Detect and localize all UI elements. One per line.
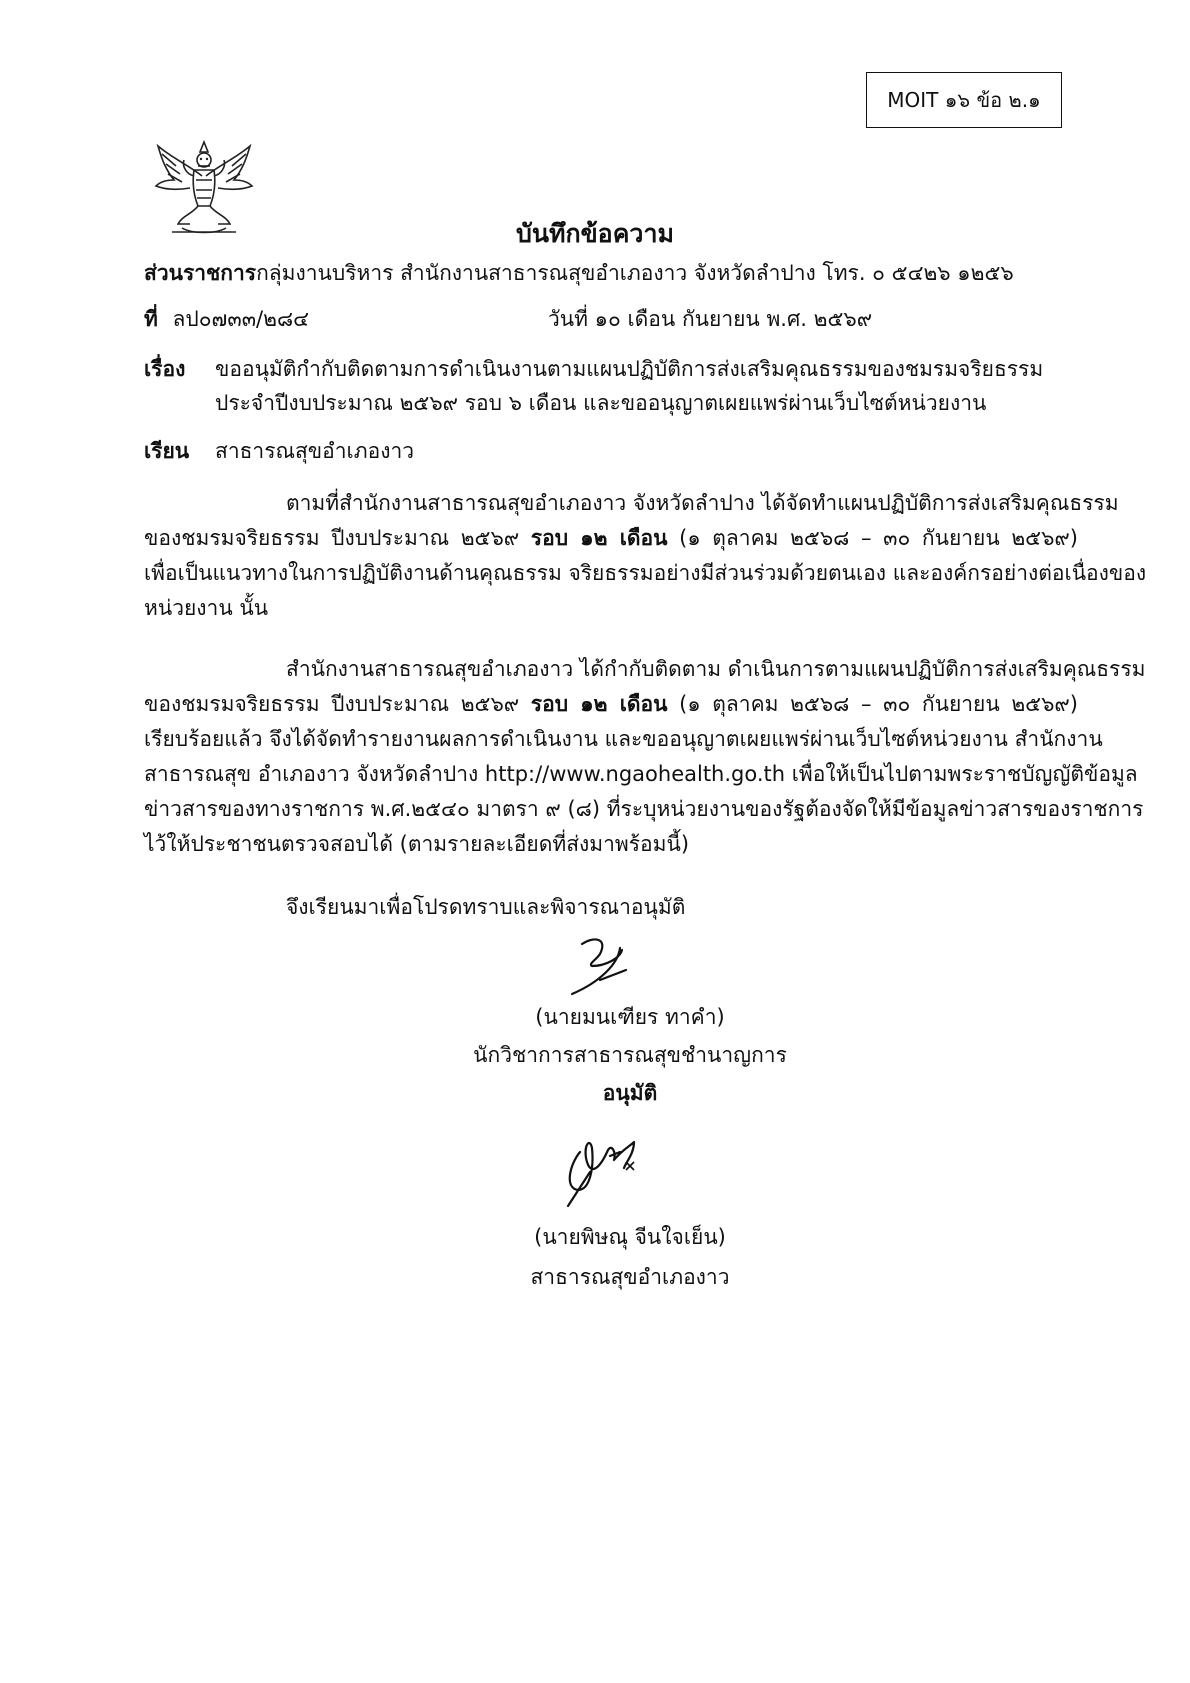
reference-label: ที่ xyxy=(144,307,158,331)
signer-2-name: (นายพิษณุ จีนใจเย็น) xyxy=(534,1225,726,1249)
approval-label: อนุมัติ xyxy=(602,1081,658,1105)
form-code-box xyxy=(866,72,1062,128)
paragraph-2-line-6: ไว้ให้ประชาชนตรวจสอบได้ (ตามรายละเอียดที่ส่งมาพร้อมนี้) xyxy=(144,832,690,856)
paragraph-1 xyxy=(144,486,1147,626)
agency-value: กลุ่มงานบริหาร สำนักงานสาธารณสุขอำเภองาว จังหวัดลำปาง โทร. ๐ ๕๔๒๖ ๑๒๕๖ xyxy=(256,261,1014,285)
subject-label: เรื่อง xyxy=(144,357,186,381)
agency-label: ส่วนราชการ xyxy=(144,261,257,285)
emphasis-period: รอบ ๑๒ เดือน xyxy=(530,526,668,550)
to-label: เรียน xyxy=(144,439,190,463)
signer-1-name: (นายมนเฑียร ทาคำ) xyxy=(535,1005,725,1029)
paragraph-2-line-1: สำนักงานสาธารณสุขอำเภองาว ได้กำกับติดตาม ดำเนินการตามแผนปฏิบัติการส่งเสริมคุณธรรม xyxy=(286,657,1146,681)
text-run: ของชมรมจริยธรรม ปีงบประมาณ ๒๕๖๙ xyxy=(144,526,531,550)
text-run: (๑ ตุลาคม ๒๕๖๘ – ๓๐ กันยายน ๒๕๖๙) xyxy=(667,526,1078,550)
agency-line xyxy=(144,256,1014,290)
paragraph-2-line-4: สาธารณสุข อำเภองาว จังหวัดลำปาง http://www.ngaohealth.go.th เพื่อให้เป็นไปตามพระราชบัญญัติข้อมูล xyxy=(144,762,1138,786)
text-run: (๑ ตุลาคม ๒๕๖๘ – ๓๐ กันยายน ๒๕๖๙) xyxy=(667,692,1078,716)
reference-line xyxy=(144,302,309,336)
memo-date: วันที่ ๑๐ เดือน กันยายน พ.ศ. ๒๕๖๙ xyxy=(548,307,873,331)
paragraph-1-line-4: หน่วยงาน นั้น xyxy=(144,596,269,620)
signature-1 xyxy=(560,930,670,1000)
closing-line: จึงเรียนมาเพื่อโปรดทราบและพิจารณาอนุมัติ xyxy=(286,895,686,919)
paragraph-2 xyxy=(144,652,1146,862)
paragraph-2-line-5: ข่าวสารของทางราชการ พ.ศ.๒๕๔๐ มาตรา ๙ (๘) ที่ระบุหน่วยงานของรัฐต้องจัดให้มีข้อมูลข่าวสารของราชการ xyxy=(144,797,1144,821)
form-code: MOIT ๑๖ ข้อ ๒.๑ xyxy=(887,88,1041,112)
text-run: ของชมรมจริยธรรม ปีงบประมาณ ๒๕๖๙ xyxy=(144,692,531,716)
paragraph-1-line-2 xyxy=(144,521,1078,556)
signature-2 xyxy=(550,1128,670,1212)
emphasis-period: รอบ ๑๒ เดือน xyxy=(530,692,668,716)
to-value: สาธารณสุขอำเภองาว xyxy=(215,439,415,463)
signer-1-position: นักวิชาการสาธารณสุขชำนาญการ xyxy=(473,1043,787,1067)
subject-line-1: ขออนุมัติกำกับติดตามการดำเนินงานตามแผนปฏิบัติการส่งเสริมคุณธรรมของชมรมจริยธรรม xyxy=(215,357,1044,381)
memo-title: บันทึกข้อความ xyxy=(516,219,674,248)
paragraph-1-line-1: ตามที่สำนักงานสาธารณสุขอำเภองาว จังหวัดลำปาง ได้จัดทำแผนปฏิบัติการส่งเสริมคุณธรรม xyxy=(286,491,1119,515)
reference-number: ลป๐๗๓๓/๒๘๔ xyxy=(172,307,310,331)
signer-2-position: สาธารณสุขอำเภองาว xyxy=(530,1265,730,1289)
paragraph-1-line-3: เพื่อเป็นแนวทางในการปฏิบัติงานด้านคุณธรรม จริยธรรมอย่างมีส่วนร่วมด้วยตนเอง และองค์กรอย่างต่อเนื่องของ xyxy=(144,561,1147,585)
subject-line-2: ประจำปีงบประมาณ ๒๕๖๙ รอบ ๖ เดือน และขออนุญาตเผยแพร่ผ่านเว็บไซต์หน่วยงาน xyxy=(215,391,987,415)
paragraph-2-line-2 xyxy=(144,687,1078,722)
paragraph-2-line-3: เรียบร้อยแล้ว จึงได้จัดทำรายงานผลการดำเนินงาน และขออนุญาตเผยแพร่ผ่านเว็บไซต์หน่วยงาน สำนักงาน xyxy=(144,727,1103,751)
